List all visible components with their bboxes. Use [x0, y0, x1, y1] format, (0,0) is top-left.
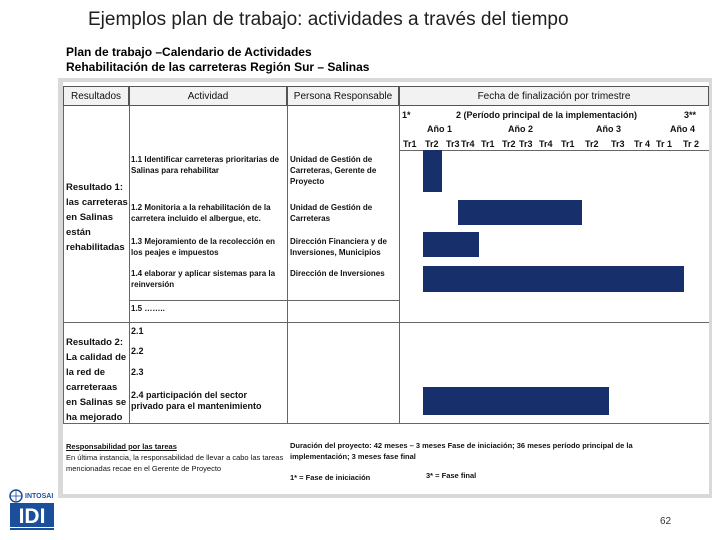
quarter-label: Tr2 [585, 139, 599, 149]
plan-subtitle: Rehabilitación de las carreteras Región Sur – Salinas [66, 60, 370, 74]
grid-line [287, 106, 288, 423]
result-1: Resultado 1: las carreteras en Salinas están rehabilitadas [66, 182, 128, 253]
note-phase-end: 3* = Fase final [426, 471, 477, 480]
svg-text:IDI: IDI [18, 505, 46, 528]
column-header-actividad: Actividad [129, 86, 287, 106]
year-label: Año 2 [508, 124, 534, 134]
quarter-label: Tr1 [403, 139, 417, 149]
column-header-fecha: Fecha de finalización por trimestre [399, 86, 709, 106]
activity-2-3: 2.3 [131, 367, 144, 377]
quarter-label: Tr4 [539, 139, 553, 149]
quarter-label: Tr 1 [656, 139, 673, 149]
grid-line [399, 150, 709, 151]
quarter-label: Tr 4 [634, 139, 651, 149]
activity-1-1: 1.1 Identificar carreteras prioritarias de Salinas para rehabilitar [131, 155, 280, 175]
activity-2-1: 2.1 [131, 326, 144, 336]
gantt-bar-2-4 [423, 387, 609, 415]
result-2: Resultado 2: La calidad de la red de carreteraas en Salinas se ha mejorado [66, 337, 127, 423]
responsibility-text: En última instancia, la responsabilidad de llevar a cabo las tareas mencionadas recae en el Gerente de Proyecto [66, 453, 284, 473]
activity-1-3: 1.3 Mejoramiento de la recolección en los peajes e impuestos [131, 237, 276, 257]
quarter-label: Tr 2 [683, 139, 700, 149]
phase-main-label: 2 (Período principal de la implementación) [456, 110, 638, 120]
quarter-label: Tr1 [561, 139, 575, 149]
phase-start-label: 1* [402, 110, 411, 120]
phase-end-label: 3** [684, 110, 697, 120]
activity-1-5: 1.5 …….. [131, 304, 165, 313]
quarter-label: Tr3 [446, 139, 460, 149]
slide-title: Ejemplos plan de trabajo: actividades a través del tiempo [88, 9, 569, 30]
responsible-1-1: Unidad de Gestión de Carreteras, Gerente de Proyecto [290, 155, 377, 186]
responsible-1-2: Unidad de Gestión de Carreteras [290, 203, 373, 223]
project-duration: Duración del proyecto: 42 meses – 3 meses Fase de iniciación; 36 meses período principal de la implementación; 3 meses fase final [290, 441, 633, 461]
quarter-label: Tr4 [461, 139, 475, 149]
activity-2-4: 2.4 participación del sector privado para el mantenimiento [131, 390, 262, 411]
activity-2-2: 2.2 [131, 346, 144, 356]
intosai-idi-logo [6, 487, 58, 533]
grid-line [63, 322, 709, 323]
gantt-bar-1-4 [423, 266, 684, 292]
column-header-persona: Persona Responsable [287, 86, 399, 106]
responsible-1-4: Dirección de Inversiones [290, 269, 385, 278]
responsible-1-3: Dirección Financiera y de Inversiones, Municipios [290, 237, 387, 257]
grid-line [129, 106, 130, 423]
grid-line [399, 106, 400, 423]
quarter-label: Tr2 [502, 139, 516, 149]
column-header-resultados: Resultados [63, 86, 129, 106]
activity-1-4: 1.4 elaborar y aplicar sistemas para la reinversión [131, 269, 276, 289]
note-phase-start: 1* = Fase de iniciación [290, 473, 371, 482]
year-label: Año 4 [670, 124, 696, 134]
gantt-bar-1-3 [423, 232, 479, 257]
year-label: Año 1 [427, 124, 453, 134]
page-number: 62 [660, 516, 672, 527]
gantt-bar-1-2 [458, 200, 583, 225]
quarter-label: Tr3 [519, 139, 533, 149]
gantt-bar-1-1 [423, 150, 442, 192]
grid-line [129, 300, 399, 301]
quarter-label: Tr3 [611, 139, 625, 149]
quarter-label: Tr2 [425, 139, 439, 149]
responsibility-title: Responsabilidad por las tareas [66, 442, 177, 451]
quarter-label: Tr1 [481, 139, 495, 149]
grid-line [63, 106, 64, 423]
activity-1-2: 1.2 Monitoria a la rehabilitación de la carretera incluido el albergue, etc. [131, 203, 271, 223]
svg-text:INTOSAI: INTOSAI [25, 493, 54, 500]
year-label: Año 3 [596, 124, 622, 134]
grid-line [63, 423, 709, 424]
plan-title: Plan de trabajo –Calendario de Actividades [66, 45, 312, 59]
